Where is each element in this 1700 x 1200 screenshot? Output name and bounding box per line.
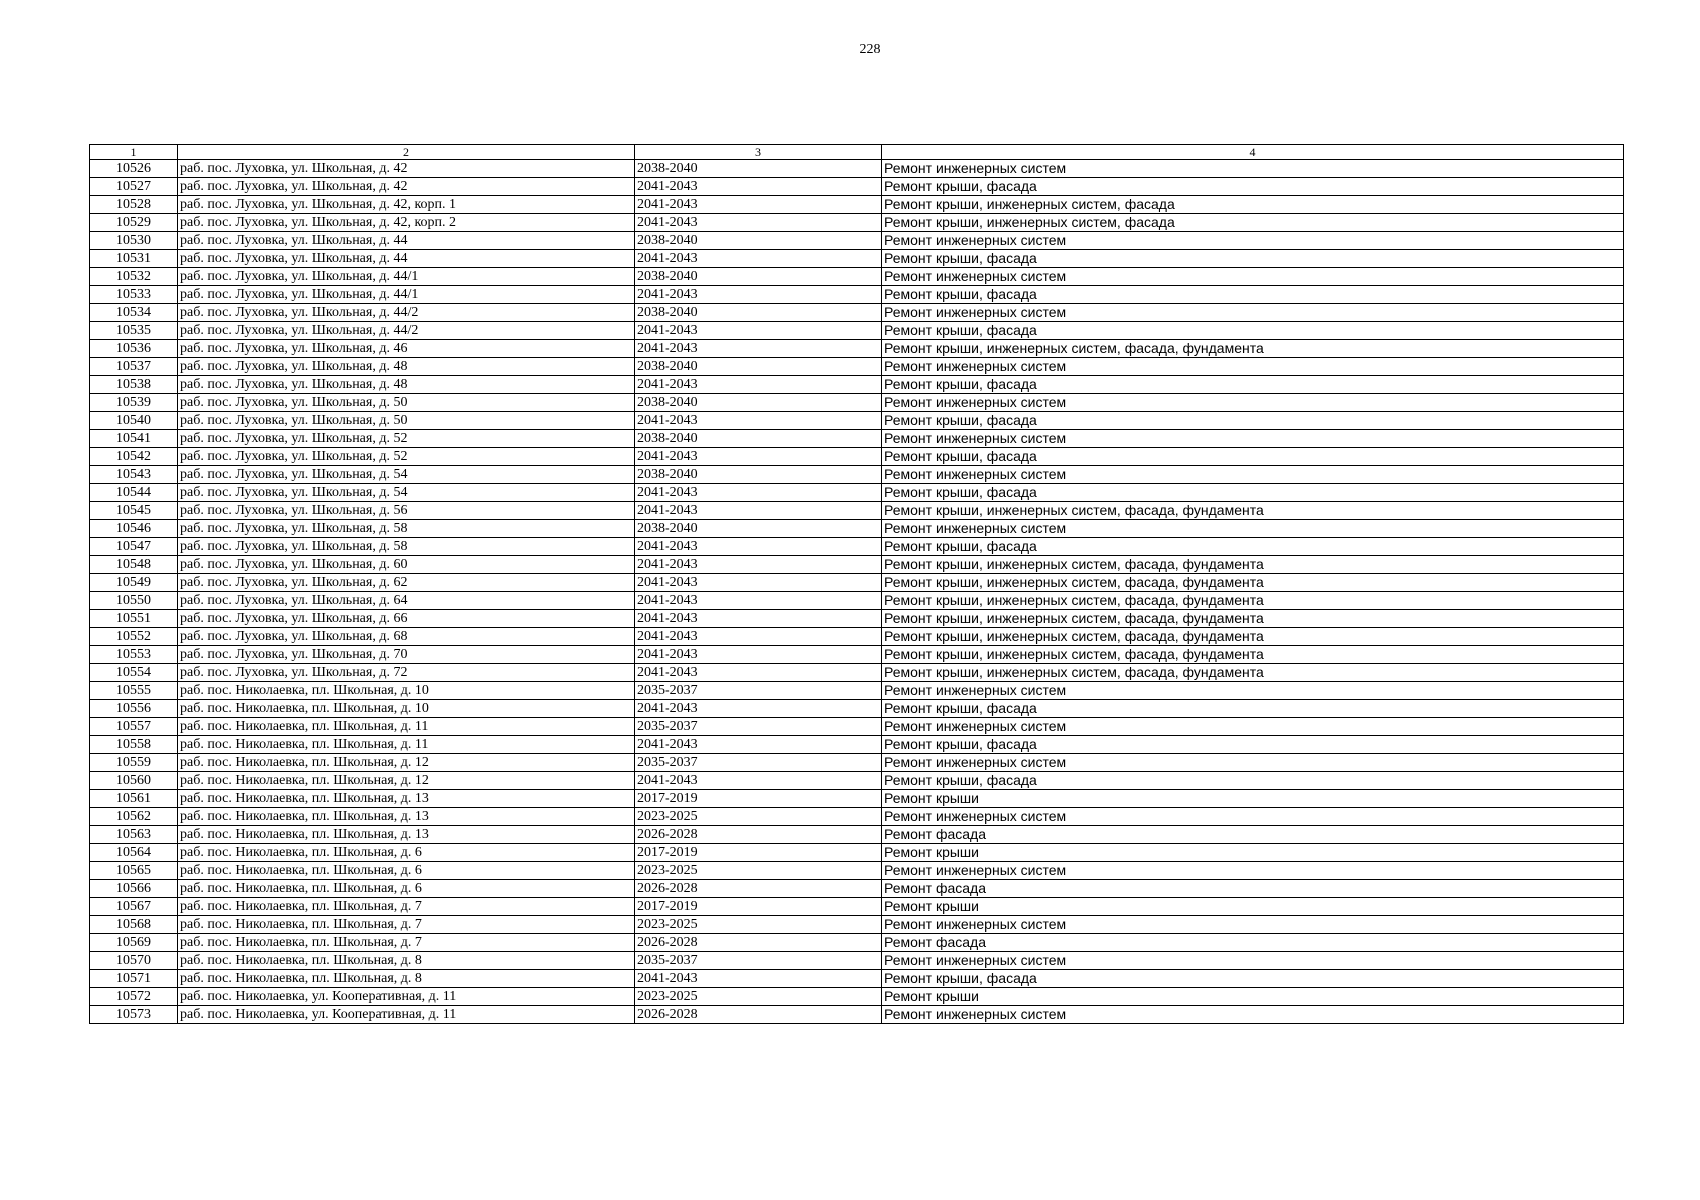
cell-work-type: Ремонт крыши, фасада [882,772,1624,790]
cell-work-type: Ремонт крыши, фасада [882,412,1624,430]
table-row [90,826,1624,844]
cell-period: 2041-2043 [635,736,882,754]
cell-address: раб. пос. Луховка, ул. Школьная, д. 44/1 [178,268,635,286]
cell-work-type: Ремонт инженерных систем [882,304,1624,322]
cell-row-number: 10570 [90,952,178,970]
cell-address: раб. пос. Николаевка, ул. Кооперативная, д. 11 [178,1006,635,1024]
cell-row-number: 10556 [90,700,178,718]
cell-work-type: Ремонт инженерных систем [882,862,1624,880]
cell-period: 2026-2028 [635,1006,882,1024]
cell-row-number: 10559 [90,754,178,772]
cell-work-type: Ремонт инженерных систем [882,160,1624,178]
cell-work-type: Ремонт крыши, инженерных систем, фасада, фундамента [882,646,1624,664]
table-body [90,160,1624,1024]
cell-row-number: 10542 [90,448,178,466]
cell-period: 2026-2028 [635,826,882,844]
table-row [90,862,1624,880]
table-row [90,898,1624,916]
table-row [90,916,1624,934]
cell-period: 2041-2043 [635,538,882,556]
table-row [90,412,1624,430]
table-row [90,970,1624,988]
cell-work-type: Ремонт фасада [882,934,1624,952]
cell-work-type: Ремонт крыши, инженерных систем, фасада, фундамента [882,574,1624,592]
cell-address: раб. пос. Луховка, ул. Школьная, д. 54 [178,466,635,484]
cell-work-type: Ремонт крыши, фасада [882,322,1624,340]
table-row [90,700,1624,718]
cell-row-number: 10537 [90,358,178,376]
cell-period: 2041-2043 [635,376,882,394]
cell-period: 2041-2043 [635,664,882,682]
cell-period: 2041-2043 [635,286,882,304]
table-row [90,196,1624,214]
cell-work-type: Ремонт крыши [882,844,1624,862]
cell-address: раб. пос. Николаевка, пл. Школьная, д. 12 [178,772,635,790]
cell-work-type: Ремонт крыши, инженерных систем, фасада, фундамента [882,592,1624,610]
cell-address: раб. пос. Николаевка, пл. Школьная, д. 10 [178,700,635,718]
cell-period: 2041-2043 [635,196,882,214]
cell-work-type: Ремонт инженерных систем [882,466,1624,484]
table-row [90,844,1624,862]
cell-work-type: Ремонт крыши, фасада [882,448,1624,466]
cell-address: раб. пос. Николаевка, пл. Школьная, д. 10 [178,682,635,700]
cell-address: раб. пос. Николаевка, пл. Школьная, д. 8 [178,952,635,970]
cell-row-number: 10554 [90,664,178,682]
cell-row-number: 10543 [90,466,178,484]
cell-work-type: Ремонт крыши, инженерных систем, фасада, фундамента [882,502,1624,520]
table-row [90,538,1624,556]
table-row [90,448,1624,466]
table-row [90,574,1624,592]
cell-work-type: Ремонт крыши, фасада [882,700,1624,718]
cell-row-number: 10540 [90,412,178,430]
cell-row-number: 10557 [90,718,178,736]
cell-address: раб. пос. Луховка, ул. Школьная, д. 62 [178,574,635,592]
cell-row-number: 10564 [90,844,178,862]
cell-row-number: 10534 [90,304,178,322]
cell-address: раб. пос. Николаевка, пл. Школьная, д. 7 [178,916,635,934]
cell-work-type: Ремонт крыши, инженерных систем, фасада, фундамента [882,556,1624,574]
cell-work-type: Ремонт инженерных систем [882,268,1624,286]
cell-address: раб. пос. Николаевка, пл. Школьная, д. 7 [178,898,635,916]
table-row [90,934,1624,952]
cell-period: 2023-2025 [635,988,882,1006]
cell-address: раб. пос. Луховка, ул. Школьная, д. 48 [178,358,635,376]
cell-address: раб. пос. Луховка, ул. Школьная, д. 58 [178,520,635,538]
cell-address: раб. пос. Луховка, ул. Школьная, д. 42 [178,160,635,178]
table-row [90,268,1624,286]
cell-address: раб. пос. Луховка, ул. Школьная, д. 44/2 [178,304,635,322]
cell-period: 2038-2040 [635,466,882,484]
cell-work-type: Ремонт инженерных систем [882,754,1624,772]
table-row [90,358,1624,376]
cell-row-number: 10571 [90,970,178,988]
cell-row-number: 10532 [90,268,178,286]
cell-row-number: 10560 [90,772,178,790]
cell-address: раб. пос. Луховка, ул. Школьная, д. 72 [178,664,635,682]
cell-address: раб. пос. Луховка, ул. Школьная, д. 42 [178,178,635,196]
table-row [90,772,1624,790]
table-row [90,664,1624,682]
cell-work-type: Ремонт крыши [882,988,1624,1006]
cell-address: раб. пос. Луховка, ул. Школьная, д. 68 [178,628,635,646]
cell-address: раб. пос. Луховка, ул. Школьная, д. 60 [178,556,635,574]
cell-address: раб. пос. Николаевка, пл. Школьная, д. 13 [178,790,635,808]
cell-work-type: Ремонт крыши, фасада [882,538,1624,556]
cell-address: раб. пос. Николаевка, пл. Школьная, д. 11 [178,736,635,754]
cell-row-number: 10568 [90,916,178,934]
cell-address: раб. пос. Луховка, ул. Школьная, д. 44/2 [178,322,635,340]
table-row [90,502,1624,520]
cell-row-number: 10572 [90,988,178,1006]
table-row [90,232,1624,250]
table-row [90,952,1624,970]
cell-address: раб. пос. Луховка, ул. Школьная, д. 46 [178,340,635,358]
cell-period: 2041-2043 [635,484,882,502]
column-header-4: 4 [882,145,1624,160]
cell-row-number: 10527 [90,178,178,196]
cell-row-number: 10573 [90,1006,178,1024]
cell-address: раб. пос. Луховка, ул. Школьная, д. 52 [178,430,635,448]
cell-period: 2041-2043 [635,250,882,268]
table-row [90,340,1624,358]
cell-address: раб. пос. Луховка, ул. Школьная, д. 54 [178,484,635,502]
cell-address: раб. пос. Луховка, ул. Школьная, д. 58 [178,538,635,556]
cell-row-number: 10545 [90,502,178,520]
cell-work-type: Ремонт фасада [882,826,1624,844]
cell-period: 2017-2019 [635,898,882,916]
cell-address: раб. пос. Луховка, ул. Школьная, д. 70 [178,646,635,664]
cell-work-type: Ремонт крыши [882,898,1624,916]
cell-work-type: Ремонт инженерных систем [882,682,1624,700]
table-row [90,754,1624,772]
cell-period: 2017-2019 [635,844,882,862]
cell-period: 2023-2025 [635,862,882,880]
cell-row-number: 10530 [90,232,178,250]
cell-address: раб. пос. Луховка, ул. Школьная, д. 44 [178,250,635,268]
cell-work-type: Ремонт инженерных систем [882,916,1624,934]
table-row [90,808,1624,826]
cell-work-type: Ремонт крыши [882,790,1624,808]
repair-schedule-table [89,144,1624,1024]
cell-row-number: 10565 [90,862,178,880]
cell-period: 2038-2040 [635,232,882,250]
cell-work-type: Ремонт инженерных систем [882,430,1624,448]
cell-period: 2041-2043 [635,592,882,610]
cell-period: 2041-2043 [635,628,882,646]
cell-work-type: Ремонт крыши, фасада [882,484,1624,502]
cell-address: раб. пос. Николаевка, пл. Школьная, д. 6 [178,880,635,898]
cell-period: 2041-2043 [635,574,882,592]
table-row [90,988,1624,1006]
table-row [90,394,1624,412]
cell-period: 2041-2043 [635,700,882,718]
cell-address: раб. пос. Луховка, ул. Школьная, д. 64 [178,592,635,610]
cell-address: раб. пос. Луховка, ул. Школьная, д. 56 [178,502,635,520]
cell-period: 2041-2043 [635,610,882,628]
page-number: 228 [859,42,881,57]
cell-address: раб. пос. Николаевка, пл. Школьная, д. 13 [178,826,635,844]
table-row [90,556,1624,574]
cell-row-number: 10561 [90,790,178,808]
column-header-2: 2 [178,145,635,160]
cell-address: раб. пос. Луховка, ул. Школьная, д. 42, корп. 2 [178,214,635,232]
cell-work-type: Ремонт крыши, инженерных систем, фасада, фундамента [882,628,1624,646]
cell-address: раб. пос. Николаевка, пл. Школьная, д. 8 [178,970,635,988]
table-row [90,304,1624,322]
cell-work-type: Ремонт крыши, фасада [882,376,1624,394]
table-row [90,790,1624,808]
cell-period: 2041-2043 [635,322,882,340]
cell-period: 2038-2040 [635,394,882,412]
table-row [90,160,1624,178]
table-row [90,682,1624,700]
cell-work-type: Ремонт инженерных систем [882,358,1624,376]
cell-work-type: Ремонт крыши, инженерных систем, фасада, фундамента [882,664,1624,682]
cell-address: раб. пос. Луховка, ул. Школьная, д. 66 [178,610,635,628]
cell-period: 2035-2037 [635,754,882,772]
cell-work-type: Ремонт инженерных систем [882,1006,1624,1024]
cell-period: 2041-2043 [635,556,882,574]
cell-period: 2017-2019 [635,790,882,808]
table-row [90,646,1624,664]
cell-address: раб. пос. Николаевка, пл. Школьная, д. 6 [178,844,635,862]
table-row [90,322,1624,340]
cell-row-number: 10529 [90,214,178,232]
cell-address: раб. пос. Луховка, ул. Школьная, д. 48 [178,376,635,394]
cell-work-type: Ремонт крыши, фасада [882,178,1624,196]
cell-address: раб. пос. Николаевка, пл. Школьная, д. 11 [178,718,635,736]
cell-address: раб. пос. Николаевка, пл. Школьная, д. 7 [178,934,635,952]
cell-row-number: 10567 [90,898,178,916]
table-row [90,520,1624,538]
cell-address: раб. пос. Николаевка, пл. Школьная, д. 12 [178,754,635,772]
cell-work-type: Ремонт крыши, фасада [882,250,1624,268]
cell-work-type: Ремонт фасада [882,880,1624,898]
cell-work-type: Ремонт инженерных систем [882,394,1624,412]
cell-period: 2035-2037 [635,952,882,970]
cell-address: раб. пос. Луховка, ул. Школьная, д. 50 [178,394,635,412]
cell-row-number: 10526 [90,160,178,178]
cell-period: 2026-2028 [635,880,882,898]
cell-period: 2041-2043 [635,412,882,430]
cell-period: 2038-2040 [635,520,882,538]
cell-period: 2038-2040 [635,160,882,178]
cell-period: 2041-2043 [635,340,882,358]
cell-work-type: Ремонт крыши, инженерных систем, фасада, фундамента [882,340,1624,358]
cell-row-number: 10546 [90,520,178,538]
cell-address: раб. пос. Николаевка, пл. Школьная, д. 13 [178,808,635,826]
cell-row-number: 10563 [90,826,178,844]
table-row [90,628,1624,646]
cell-row-number: 10558 [90,736,178,754]
cell-row-number: 10553 [90,646,178,664]
cell-work-type: Ремонт инженерных систем [882,952,1624,970]
cell-period: 2038-2040 [635,358,882,376]
table-row [90,376,1624,394]
cell-row-number: 10562 [90,808,178,826]
table-row [90,484,1624,502]
cell-address: раб. пос. Луховка, ул. Школьная, д. 50 [178,412,635,430]
cell-period: 2041-2043 [635,178,882,196]
cell-work-type: Ремонт крыши, инженерных систем, фасада [882,214,1624,232]
cell-period: 2038-2040 [635,304,882,322]
table-row [90,214,1624,232]
cell-period: 2038-2040 [635,430,882,448]
cell-work-type: Ремонт инженерных систем [882,520,1624,538]
cell-period: 2023-2025 [635,808,882,826]
table-row [90,610,1624,628]
cell-row-number: 10536 [90,340,178,358]
cell-row-number: 10569 [90,934,178,952]
cell-row-number: 10550 [90,592,178,610]
cell-row-number: 10531 [90,250,178,268]
table-row [90,466,1624,484]
table-header-row [90,145,1624,160]
cell-work-type: Ремонт крыши, фасада [882,736,1624,754]
cell-row-number: 10566 [90,880,178,898]
table-row [90,1006,1624,1024]
column-header-1: 1 [90,145,178,160]
cell-row-number: 10539 [90,394,178,412]
table-row [90,718,1624,736]
table-row [90,592,1624,610]
cell-work-type: Ремонт крыши, инженерных систем, фасада [882,196,1624,214]
table-row [90,286,1624,304]
cell-row-number: 10555 [90,682,178,700]
table-row [90,736,1624,754]
cell-row-number: 10528 [90,196,178,214]
cell-period: 2041-2043 [635,970,882,988]
column-header-3: 3 [635,145,882,160]
cell-row-number: 10547 [90,538,178,556]
cell-period: 2041-2043 [635,502,882,520]
cell-address: раб. пос. Николаевка, пл. Школьная, д. 6 [178,862,635,880]
cell-row-number: 10552 [90,628,178,646]
cell-row-number: 10541 [90,430,178,448]
cell-period: 2041-2043 [635,214,882,232]
table-row [90,880,1624,898]
cell-period: 2026-2028 [635,934,882,952]
cell-work-type: Ремонт инженерных систем [882,232,1624,250]
cell-period: 2038-2040 [635,268,882,286]
cell-period: 2041-2043 [635,772,882,790]
cell-work-type: Ремонт крыши, фасада [882,970,1624,988]
cell-period: 2035-2037 [635,718,882,736]
cell-address: раб. пос. Луховка, ул. Школьная, д. 44 [178,232,635,250]
cell-row-number: 10551 [90,610,178,628]
cell-work-type: Ремонт крыши, фасада [882,286,1624,304]
cell-address: раб. пос. Луховка, ул. Школьная, д. 52 [178,448,635,466]
cell-period: 2041-2043 [635,646,882,664]
cell-row-number: 10549 [90,574,178,592]
cell-period: 2041-2043 [635,448,882,466]
cell-row-number: 10544 [90,484,178,502]
cell-address: раб. пос. Николаевка, ул. Кооперативная, д. 11 [178,988,635,1006]
cell-row-number: 10535 [90,322,178,340]
cell-work-type: Ремонт инженерных систем [882,718,1624,736]
cell-period: 2023-2025 [635,916,882,934]
cell-row-number: 10533 [90,286,178,304]
cell-row-number: 10538 [90,376,178,394]
cell-address: раб. пос. Луховка, ул. Школьная, д. 42, корп. 1 [178,196,635,214]
cell-address: раб. пос. Луховка, ул. Школьная, д. 44/1 [178,286,635,304]
cell-row-number: 10548 [90,556,178,574]
table-row [90,178,1624,196]
table-row [90,250,1624,268]
cell-period: 2035-2037 [635,682,882,700]
cell-work-type: Ремонт крыши, инженерных систем, фасада, фундамента [882,610,1624,628]
cell-work-type: Ремонт инженерных систем [882,808,1624,826]
table-row [90,430,1624,448]
